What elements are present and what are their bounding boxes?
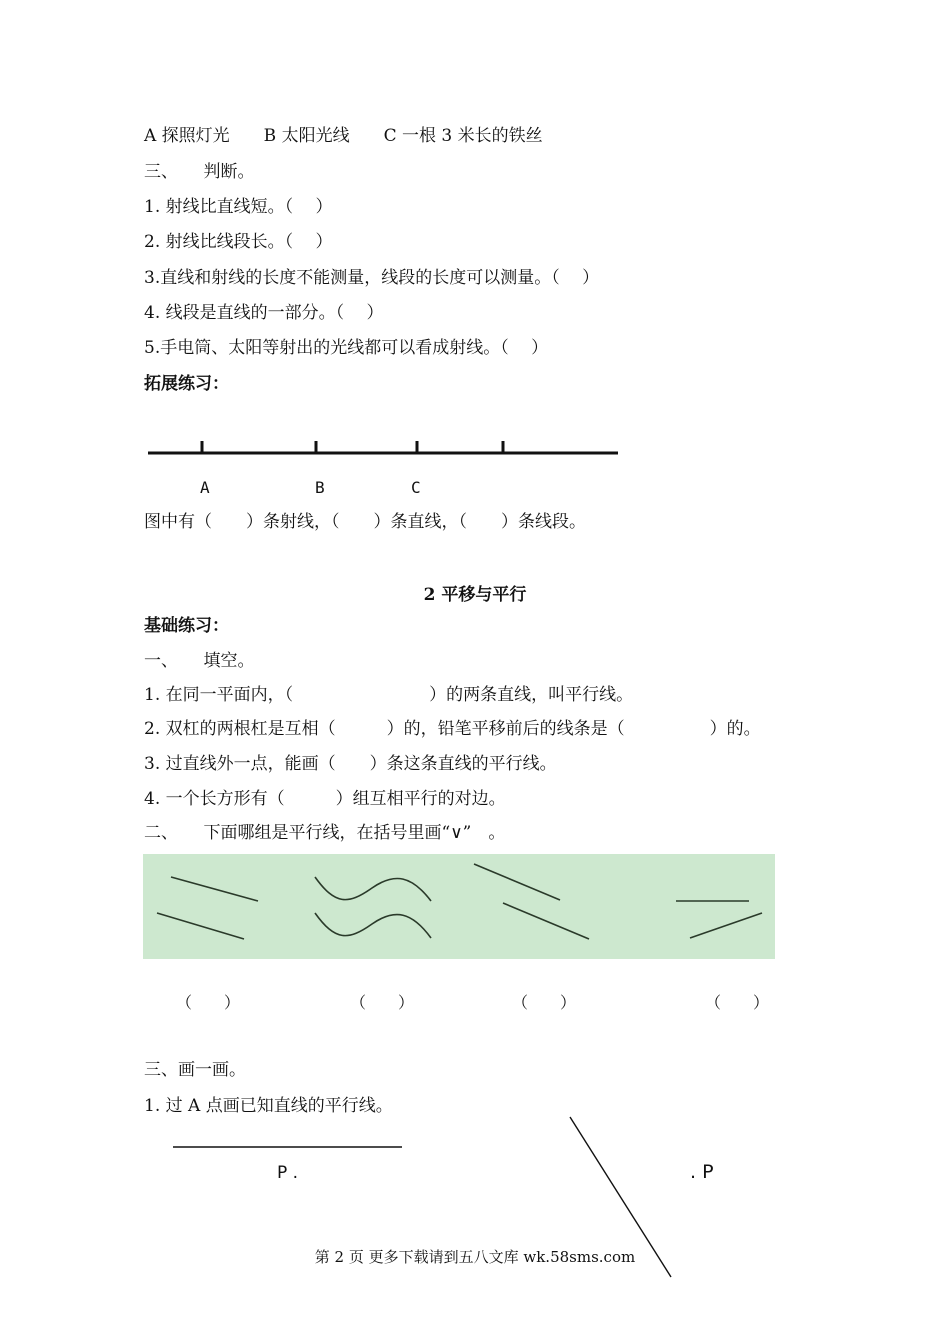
judge-item-2: 2. 射线比线段长。（ ） bbox=[144, 232, 333, 252]
select-heading: 二、 下面哪组是平行线，在括号里画“∨” 。 bbox=[144, 823, 506, 843]
page-footer: 第 2 页 更多下载请到五八文库 wk.58sms.com bbox=[314, 1248, 636, 1266]
section-title: 2 平移与平行 bbox=[423, 585, 527, 605]
point-label-a: A bbox=[200, 478, 210, 497]
fill-heading: 一、 填空。 bbox=[144, 651, 255, 671]
judge-item-1: 1. 射线比直线短。（ ） bbox=[144, 197, 333, 217]
answer-paren-4: （ ） bbox=[705, 993, 770, 1012]
fill-item-3: 3. 过直线外一点，能画（ ）条这条直线的平行线。 bbox=[144, 754, 557, 774]
answer-paren-3: （ ） bbox=[512, 993, 577, 1012]
segment-figure bbox=[148, 441, 618, 453]
draw-heading: 三、画一画。 bbox=[144, 1060, 246, 1080]
fill-item-4: 4. 一个长方形有（ ）组互相平行的对边。 bbox=[144, 789, 506, 809]
judge-heading: 三、 判断。 bbox=[144, 162, 255, 182]
draw-item: 1. 过 A 点画已知直线的平行线。 bbox=[144, 1096, 393, 1116]
judge-item-3: 3.直线和射线的长度不能测量，线段的长度可以测量。（ ） bbox=[144, 268, 600, 288]
point-p-left: P . bbox=[277, 1163, 299, 1183]
judge-item-5: 5.手电筒、太阳等射出的光线都可以看成射线。（ ） bbox=[144, 338, 549, 358]
basic-heading: 基础练习： bbox=[144, 616, 229, 636]
fill-item-1: 1. 在同一平面内，（ ）的两条直线，叫平行线。 bbox=[144, 685, 634, 705]
extension-question: 图中有（ ）条射线，（ ）条直线，（ ）条线段。 bbox=[144, 512, 586, 532]
answer-paren-2: （ ） bbox=[350, 993, 415, 1012]
point-label-c: C bbox=[411, 478, 421, 497]
figure-background bbox=[143, 854, 775, 959]
extension-heading: 拓展练习： bbox=[144, 374, 229, 394]
point-p-right: . P bbox=[690, 1161, 714, 1183]
point-label-b: B bbox=[315, 478, 325, 497]
parallel-lines-figure bbox=[143, 854, 775, 959]
judge-item-4: 4. 线段是直线的一部分。（ ） bbox=[144, 303, 384, 323]
fill-item-2: 2. 双杠的两根杠是互相（ ）的，铅笔平移前后的线条是（ ）的。 bbox=[144, 719, 761, 739]
choices-line: A 探照灯光 B 太阳光线 C 一根 3 米长的铁丝 bbox=[144, 126, 543, 146]
answer-paren-1: （ ） bbox=[176, 993, 241, 1012]
